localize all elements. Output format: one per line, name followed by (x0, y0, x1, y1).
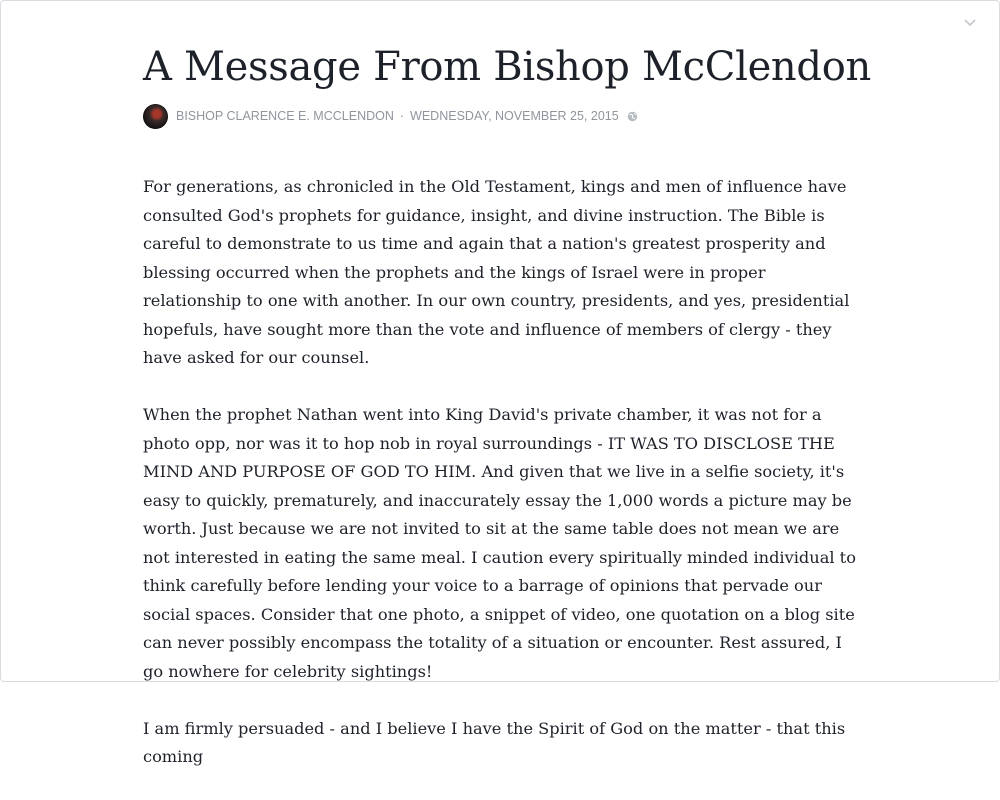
author-name[interactable]: BISHOP CLARENCE E. MCCLENDON (176, 109, 394, 123)
paragraph: For generations, as chronicled in the Old Testament, kings and men of influence have consulted God's prophets for guidance, insight, and divine instruction. The Bible is careful to demonstrate to us time and again that a nation's greatest prosperity and blessing occurred when the prophets and the kings of Israel were in proper relationship to one with another. In our own country, presidents, and yes, presidential hopefuls, have sought more than the vote and influence of members of clergy - they have asked for our counsel. (143, 177, 850, 367)
page-title: A Message From Bishop McClendon (143, 44, 871, 90)
byline-separator: · (399, 109, 405, 123)
paragraph: When the prophet Nathan went into King David's private chamber, it was not for a photo opp, nor was it to hop nob in royal surroundings - IT WAS TO DISCLOSE THE MIND AND PURPOSE OF GOD TO HIM. And given that we live in a selfie society, it's easy to quickly, prematurely, and inaccurately essay the 1,000 words a picture may be worth. Just because we are not invited to sit at the same table does not mean we are not interested in eating the same meal. I caution every spiritually minded individual to think carefully before lending your voice to a barrage of opinions that pervade our social spaces. Consider that one photo, a snippet of video, one quotation on a blog site can never possibly encompass the totality of a situation or encounter. Rest assured, I go nowhere for celebrity sightings! (143, 405, 856, 681)
publish-date[interactable]: WEDNESDAY, NOVEMBER 25, 2015 (410, 109, 619, 123)
article (143, 41, 871, 800)
chevron-down-icon[interactable] (963, 15, 977, 29)
byline (143, 103, 863, 129)
avatar[interactable] (143, 104, 168, 129)
article-body (143, 173, 863, 772)
paragraph: I am firmly persuaded - and I believe I have the Spirit of God on the matter - that this coming (143, 718, 846, 766)
globe-icon[interactable] (627, 111, 638, 122)
